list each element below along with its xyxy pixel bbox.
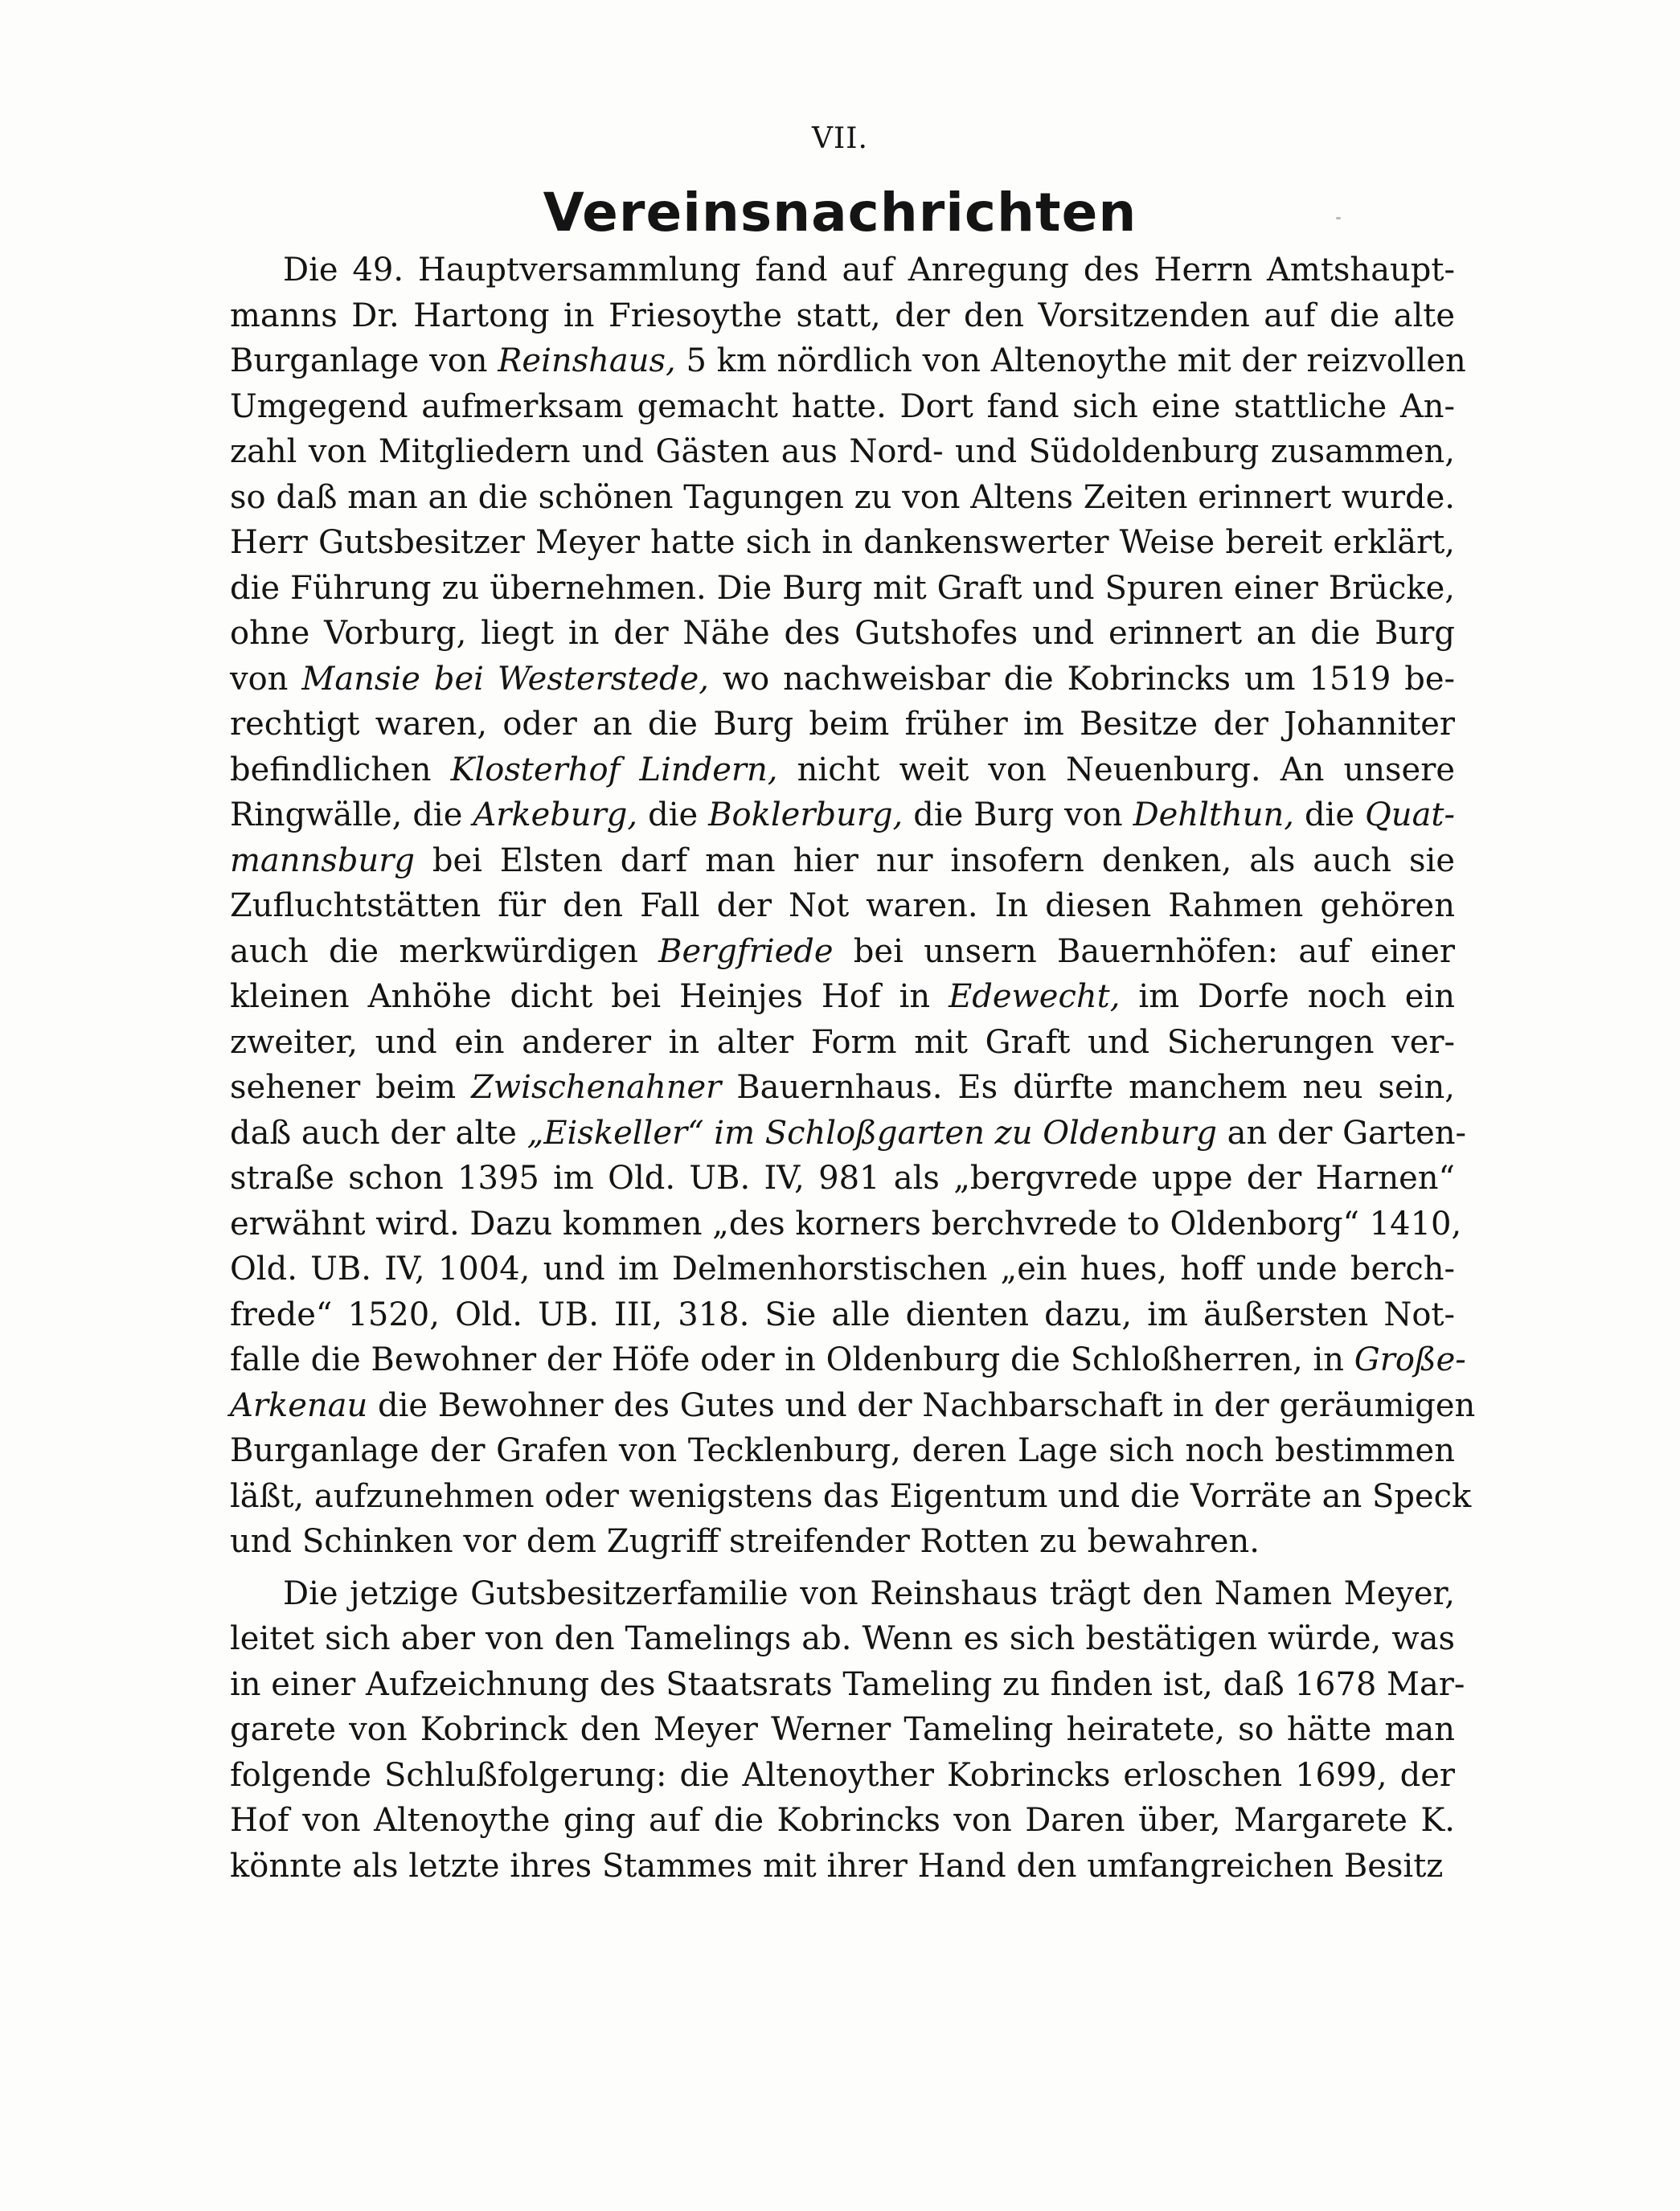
text-line — [230, 1020, 1455, 1066]
text-line — [230, 293, 1455, 339]
text-line — [230, 1616, 1455, 1662]
text-line — [230, 1202, 1462, 1247]
text-run: die Burg von — [903, 796, 1133, 833]
text-line — [230, 1707, 1455, 1753]
text-run: läßt, aufzunehmen oder wenigstens das Eigentum und die Vorräte an Speck — [230, 1477, 1472, 1515]
italic-text: „Eiskeller“ im Schloßgarten zu Oldenburg — [527, 1114, 1217, 1152]
italic-text: Reinshaus, — [498, 342, 676, 379]
italic-text: Klosterhof Lindern, — [450, 751, 778, 788]
text-line — [230, 792, 1455, 838]
text-line — [230, 1292, 1455, 1338]
text-run: auch die merkwürdigen — [230, 932, 659, 970]
text-line — [230, 1156, 1455, 1202]
text-run: 5 km nördlich von Altenoythe mit der reizvollen — [675, 342, 1466, 379]
text-run: Bauernhaus. Es dürfte manchem neu sein, — [721, 1069, 1455, 1106]
text-run: folgende Schlußfolgerung: die Altenoyther Kobrincks erloschen 1699, der — [230, 1756, 1455, 1794]
text-run: die — [637, 796, 709, 833]
text-run: an der Garten- — [1216, 1114, 1467, 1152]
text-line — [230, 384, 1455, 430]
text-run: leitet sich aber von den Tamelings ab. Wenn es sich bestätigen würde, was — [230, 1620, 1455, 1657]
text-run: erwähnt wird. Dazu kommen „des korners berchvrede to Oldenborg“ 1410, — [230, 1205, 1462, 1243]
text-line — [230, 1247, 1455, 1292]
text-run: daß auch der alte — [230, 1114, 527, 1152]
text-line — [230, 611, 1455, 657]
text-run: befindlichen — [230, 751, 451, 788]
text-line — [230, 429, 1455, 475]
text-run: bei unsern Bauernhöfen: auf einer — [833, 932, 1455, 970]
text-run: Burganlage von — [230, 342, 498, 379]
text-line — [230, 475, 1455, 521]
text-line — [230, 974, 1455, 1020]
text-run: straße schon 1395 im Old. UB. IV, 981 als „bergvrede uppe der Harnen“ — [230, 1160, 1455, 1197]
italic-text: Edewecht, — [949, 978, 1121, 1015]
text-line — [230, 1065, 1455, 1111]
text-run: Zufluchtstätten für den Fall der Not waren. In diesen Rahmen gehören — [230, 887, 1455, 924]
italic-text: Boklerburg, — [708, 796, 904, 833]
text-run: frede“ 1520, Old. UB. III, 318. Sie alle dienten dazu, im äußersten Not- — [230, 1296, 1455, 1333]
page-title: Vereinsnachrichten — [543, 182, 1137, 244]
text-run: manns Dr. Hartong in Friesoythe statt, der den Vorsitzenden auf die alte — [230, 297, 1455, 334]
italic-text: Mansie bei Westerstede, — [301, 660, 710, 698]
scan-speck — [1336, 217, 1341, 219]
text-run: die — [1293, 796, 1366, 833]
text-line — [230, 838, 1455, 884]
text-line — [230, 1662, 1465, 1708]
text-run: Die 49. Hauptversammlung fand auf Anregung des Herrn Amtshaupt- — [283, 252, 1455, 289]
text-run: sehener beim — [230, 1069, 472, 1106]
text-line — [230, 338, 1466, 384]
text-line — [230, 1798, 1455, 1844]
text-line — [230, 1474, 1472, 1520]
text-run: könnte als letzte ihres Stammes mit ihrer Hand den umfangreichen Besitz — [230, 1847, 1444, 1885]
text-run: Umgegend aufmerksam gemacht hatte. Dort fand sich eine stattliche An- — [230, 387, 1455, 425]
paragraph — [230, 248, 1476, 1565]
text-run: und Schinken vor dem Zugriff streifender Rotten zu bewahren. — [230, 1523, 1260, 1560]
italic-text: Arkeburg, — [473, 796, 638, 833]
text-run: kleinen Anhöhe dicht bei Heinjes Hof in — [230, 978, 949, 1015]
text-line — [230, 566, 1455, 612]
text-line — [230, 1844, 1455, 1890]
text-line — [230, 1337, 1466, 1383]
text-line — [230, 520, 1455, 566]
text-run: Ringwälle, die — [230, 796, 473, 833]
text-run: zahl von Mitgliedern und Gästen aus Nord- und Südoldenburg zusammen, — [230, 433, 1455, 470]
text-run: Old. UB. IV, 1004, und im Delmenhorstischen „ein hues, hoff unde berch- — [230, 1251, 1455, 1288]
text-line — [230, 657, 1455, 702]
text-line — [230, 929, 1455, 975]
text-run: von — [230, 660, 302, 698]
italic-text: mannsburg — [230, 841, 415, 879]
italic-text: Große- — [1354, 1341, 1466, 1378]
italic-text: Arkenau — [230, 1386, 368, 1424]
text-line — [230, 747, 1455, 793]
text-run: Burganlage der Grafen von Tecklenburg, deren Lage sich noch bestimmen — [230, 1432, 1455, 1469]
text-run: wo nachweisbar die Kobrincks um 1519 be- — [709, 660, 1456, 698]
text-line — [230, 883, 1455, 929]
text-line — [230, 248, 1455, 293]
italic-text: Zwischenahner — [471, 1069, 722, 1106]
text-run: Hof von Altenoythe ging auf die Kobrincks von Daren über, Margarete K. — [230, 1802, 1455, 1839]
text-run: im Dorfe noch ein — [1120, 978, 1455, 1015]
text-run: nicht weit von Neuenburg. An unsere — [777, 751, 1456, 788]
text-line — [230, 1571, 1455, 1617]
text-run: die Führung zu übernehmen. Die Burg mit Graft und Spuren einer Brücke, — [230, 569, 1455, 607]
text-run: die Bewohner des Gutes und der Nachbarschaft in der geräumigen — [367, 1386, 1476, 1424]
italic-text: Dehlthun, — [1133, 796, 1294, 833]
text-line — [230, 702, 1455, 747]
text-run: in einer Aufzeichnung des Staatsrats Tameling zu finden ist, daß 1678 Mar- — [230, 1665, 1465, 1703]
text-run: bei Elsten darf man hier nur insofern denken, als auch sie — [414, 841, 1455, 879]
text-line — [230, 1428, 1455, 1474]
text-run: garete von Kobrinck den Meyer Werner Tameling heiratete, so hätte man — [230, 1711, 1455, 1748]
text-line — [230, 1519, 1455, 1565]
text-run: Herr Gutsbesitzer Meyer hatte sich in dankenswerter Weise bereit erklärt, — [230, 524, 1455, 561]
text-run: Die jetzige Gutsbesitzerfamilie von Reinshaus trägt den Namen Meyer, — [283, 1574, 1455, 1612]
italic-text: Bergfriede — [658, 932, 834, 970]
text-run: so daß man an die schönen Tagungen zu von Altens Zeiten erinnert wurde. — [230, 478, 1455, 516]
text-line — [230, 1111, 1467, 1157]
text-line — [230, 1753, 1455, 1799]
body-text — [230, 248, 1476, 1889]
text-run: ohne Vorburg, liegt in der Nähe des Gutshofes und erinnert an die Burg — [230, 615, 1455, 652]
italic-text: Quat- — [1365, 796, 1456, 833]
chapter-number: VII. — [812, 122, 868, 155]
text-run: falle die Bewohner der Höfe oder in Oldenburg die Schloßherren, in — [230, 1341, 1354, 1378]
text-line — [230, 1383, 1476, 1429]
text-run: zweiter, und ein anderer in alter Form mit Graft und Sicherungen ver- — [230, 1023, 1455, 1061]
text-run: rechtigt waren, oder an die Burg beim früher im Besitze der Johanniter — [230, 706, 1455, 743]
paragraph — [230, 1571, 1465, 1890]
